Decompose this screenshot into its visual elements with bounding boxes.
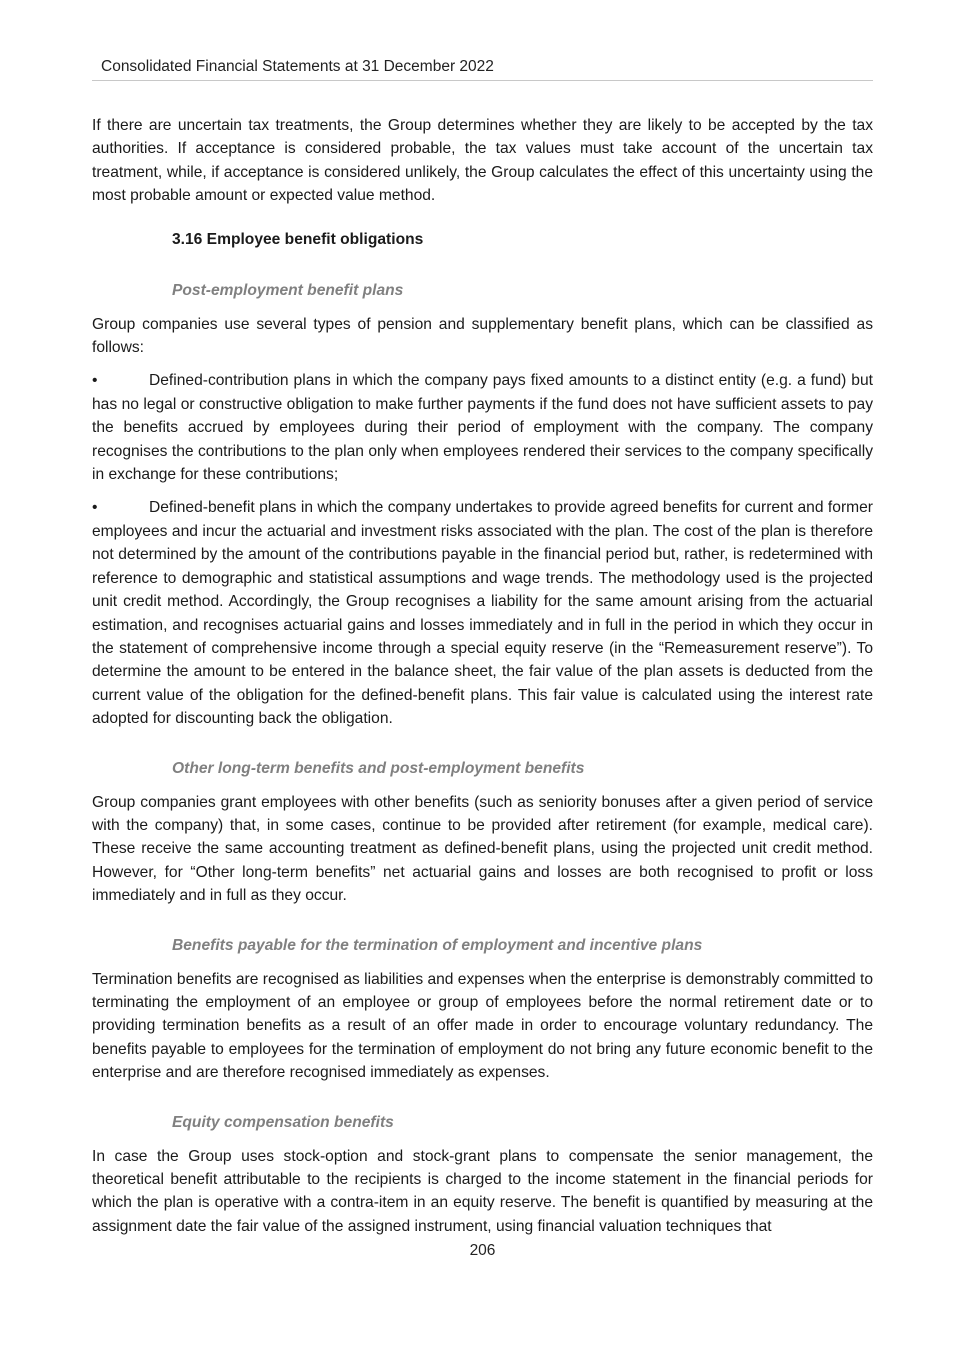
- bullet-symbol: •: [92, 499, 98, 517]
- paragraph-uncertain-tax: If there are uncertain tax treatments, the Group determines whether they are likely to be accepted by the tax authorities. If acceptance is considered probable, the tax values must take account of the uncertain tax treatment, while, if acceptance is considered unlikely, the Group calculates the effect of this uncertainty using the most probable amount or expected value method.: [92, 117, 873, 205]
- page-header: [92, 58, 873, 81]
- paragraph-equity-compensation: In case the Group uses stock-option and stock-grant plans to compensate the senior management, the theoretical benefit attributable to the recipients is charged to the income statement in the financial periods for which the plan is operative with a contra-item in an equity reserve. The benefit is quantified by measuring at the assignment date the fair value of the assigned instrument, using financial valuation techniques that: [92, 1147, 873, 1235]
- paragraph-other-benefits: Group companies grant employees with other benefits (such as seniority bonuses after a given period of service with the company) that, in some cases, continue to be provided after retirement (for example, medical care). These receive the same accounting treatment as defined-benefit plans, using the projected unit credit method. However, for “Other long-term benefits” net actuarial gains and losses are both recognised to profit or loss immediately and in full as they occur.: [92, 793, 873, 905]
- subheading-other-long-term: Other long-term benefits and post-employment benefits: [172, 759, 585, 777]
- bullet-symbol: •: [92, 372, 98, 390]
- paragraph-termination: Termination benefits are recognised as liabilities and expenses when the enterprise is demonstrably committed to terminating the employment of an employee or group of employees before the normal retirement date or to providing termination benefits as a result of an offer made in order to encourage voluntary redundancy. The benefits payable to employees for the termination of employment do not bring any future economic benefit to the enterprise and are therefore recognised immediately as expenses.: [92, 970, 873, 1082]
- document-title: Consolidated Financial Statements at 31 December 2022: [101, 58, 494, 75]
- subheading-termination: Benefits payable for the termination of employment and incentive plans: [172, 936, 703, 954]
- bullet-text: Defined-contribution plans in which the company pays fixed amounts to a distinct entity (e.g. a fund) but has no legal or constructive obligation to make further payments if the fund does not have sufficient assets to pay the benefits accrued by employees during their period of employment with the company. The company recognises the contributions to the plan only when employees rendered their services to the company specifically in exchange for these contributions;: [92, 372, 873, 484]
- section-heading-employee-benefits: 3.16 Employee benefit obligations: [172, 230, 424, 248]
- page-content: [92, 114, 873, 1248]
- subheading-post-employment: Post-employment benefit plans: [172, 281, 404, 299]
- subheading-equity-compensation: Equity compensation benefits: [172, 1113, 394, 1131]
- bullet-text: Defined-benefit plans in which the company undertakes to provide agreed benefits for current and former employees and incur the actuarial and investment risks associated with the plan. The cost of the plan is therefore not determined by the amount of the contributions payable in the financial period but, rather, is redetermined with reference to demographic and statistical assumptions and wage trends. The methodology used is the projected unit credit method. Accordingly, the Group recognises a liability for the same amount arising from the actuarial estimation, and recognises actuarial gains and losses immediately and in full in the period in which they occur in the statement of comprehensive income through a special equity reserve (in the “Remeasurement reserve”). To determine the amount to be entered in the balance sheet, the fair value of the plan assets is deducted from the current value of the obligation for the defined-benefit plans. This fair value is calculated using the interest rate adopted for discounting back the obligation.: [92, 499, 873, 728]
- paragraph-plan-types: Group companies use several types of pension and supplementary benefit plans, which can be classified as follows:: [92, 315, 873, 357]
- bullet-defined-contribution: [92, 369, 873, 486]
- page-number: 206: [469, 1242, 496, 1259]
- bullet-defined-benefit: [92, 496, 873, 730]
